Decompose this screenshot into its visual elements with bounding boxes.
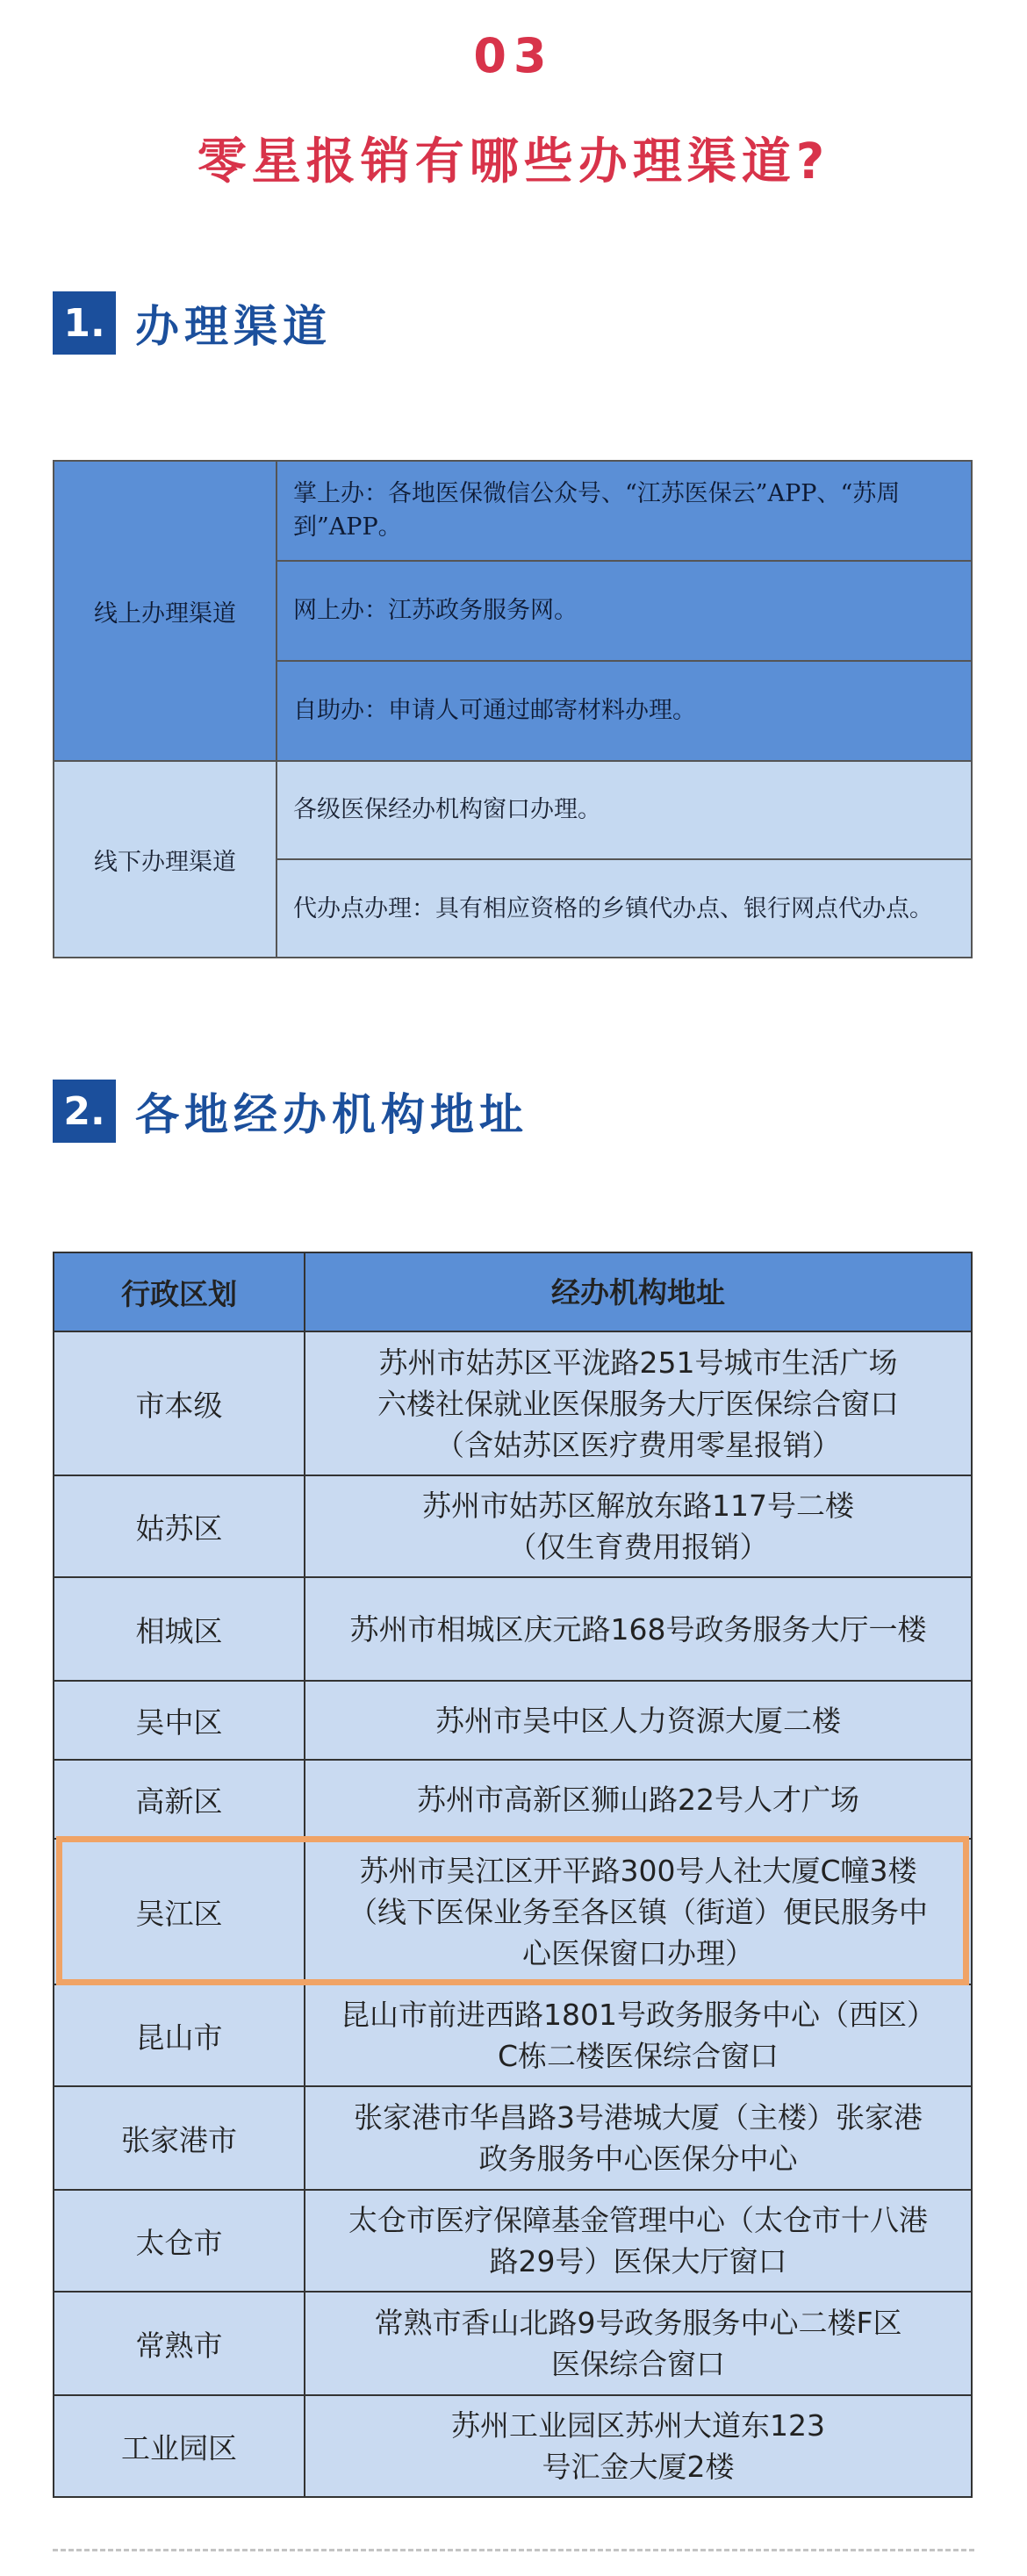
region-cell: 姑苏区: [54, 1476, 305, 1576]
table-row: [54, 1475, 971, 1576]
table-header-row: [54, 1253, 971, 1331]
table-row: [54, 1680, 971, 1759]
channel-item: 自助办：申请人可通过邮寄材料办理。: [277, 660, 971, 760]
section-heading-channels: [53, 291, 332, 355]
region-cell: 昆山市: [54, 1985, 305, 2085]
channel-item: 掌上办：各地医保微信公众号、“江苏医保云”APP、“苏周到”APP。: [293, 480, 901, 541]
table-row: [54, 2085, 971, 2189]
address-cell: 太仓市医疗保障基金管理中心（太仓市十八港路29号）医保大厅窗口: [348, 2203, 928, 2278]
address-cell: 苏州市姑苏区解放东路117号二楼（仅生育费用报销）: [422, 1489, 854, 1564]
channels-table: [53, 460, 973, 958]
table-row: [54, 1984, 971, 2085]
region-cell: 吴中区: [54, 1682, 305, 1759]
channel-item: 各级医保经办机构窗口办理。: [293, 796, 601, 823]
region-cell: 工业园区: [54, 2396, 305, 2496]
address-table: [53, 1252, 973, 2498]
table-row: [54, 1331, 971, 1475]
region-cell: 太仓市: [54, 2191, 305, 2291]
online-channels-group: [54, 462, 971, 760]
region-cell: 常熟市: [54, 2293, 305, 2394]
table-row: [54, 2189, 971, 2291]
section-heading-addresses: [53, 1080, 528, 1143]
table-row: [54, 2394, 971, 2496]
address-cell: 苏州市吴江区开平路300号人社大厦C幢3楼（线下医保业务至各区镇（街道）便民服务中心医保窗口办理）: [348, 1853, 928, 1970]
region-cell: 吴江区: [54, 1840, 305, 1984]
column-header-region: 行政区划: [54, 1253, 305, 1331]
address-cell: 张家港市华昌路3号港城大厦（主楼）张家港政务服务中心医保分中心: [354, 2100, 923, 2176]
region-cell: 相城区: [54, 1578, 305, 1680]
address-cell: 苏州市姑苏区平泷路251号城市生活广场六楼社保就业医保服务大厅医保综合窗口（含姑苏区医疗费用零星报销）: [377, 1345, 899, 1462]
channel-item: 代办点办理：具有相应资格的乡镇代办点、银行网点代办点。: [277, 858, 971, 958]
online-channels-label: 线上办理渠道: [54, 462, 277, 760]
offline-channels-group: [54, 760, 971, 957]
address-cell: 常熟市香山北路9号政务服务中心二楼F区医保综合窗口: [374, 2306, 902, 2381]
column-header-address: 经办机构地址: [551, 1274, 725, 1310]
table-row: [54, 1576, 971, 1680]
address-cell: 苏州市高新区狮山路22号人才广场: [417, 1782, 859, 1817]
page-title: 零星报销有哪些办理渠道?: [197, 133, 830, 190]
address-cell: 苏州市吴中区人力资源大厦二楼: [435, 1703, 841, 1738]
table-row: [54, 2291, 971, 2394]
table-row: [54, 1838, 971, 1984]
dashed-divider: [53, 2549, 974, 2551]
table-row: [54, 1759, 971, 1838]
section-badge: 2.: [53, 1080, 116, 1143]
address-cell: 苏州市相城区庆元路168号政务服务大厅一楼: [349, 1611, 927, 1647]
region-cell: 张家港市: [54, 2087, 305, 2189]
region-cell: 高新区: [54, 1761, 305, 1838]
channel-item: 网上办：江苏政务服务网。: [277, 560, 971, 660]
offline-channels-label: 线下办理渠道: [54, 762, 277, 957]
section-number: 03: [473, 28, 554, 83]
section-badge: 1.: [53, 291, 116, 355]
section-title: 各地经办机构地址: [135, 1089, 528, 1140]
section-title: 办理渠道: [135, 301, 332, 352]
region-cell: 市本级: [54, 1332, 305, 1475]
address-cell: 昆山市前进西路1801号政务服务中心（西区）C栋二楼医保综合窗口: [341, 1998, 936, 2073]
address-cell: 苏州工业园区苏州大道东123号汇金大厦2楼: [451, 2408, 825, 2484]
